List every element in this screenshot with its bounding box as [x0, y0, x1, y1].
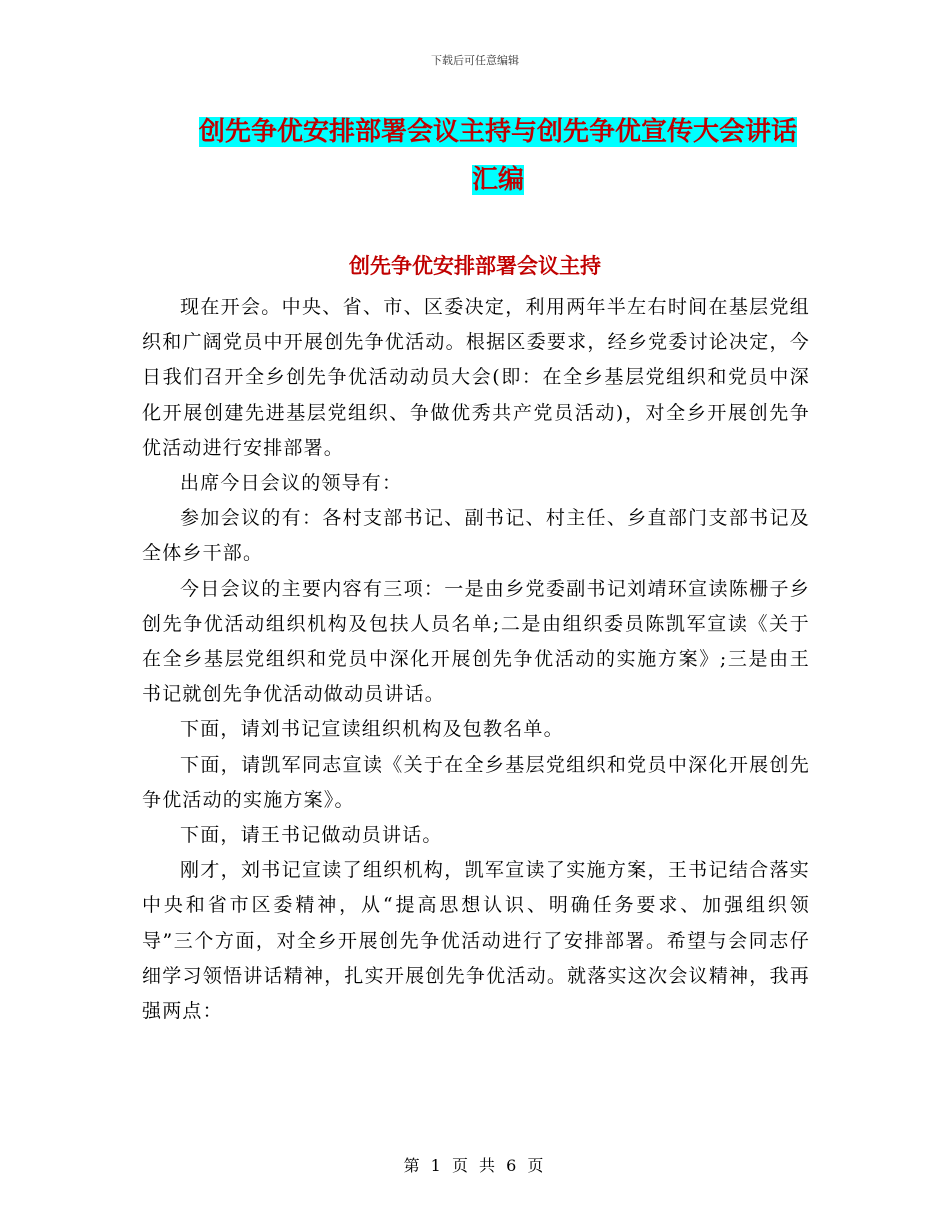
paragraph: 出席今日会议的领导有： — [180, 472, 403, 495]
paragraph: 下面，请凯军同志宣读《关于在全乡基层党组织和党员中深化开展创先争优活动的实施方案》。 — [142, 753, 810, 811]
section-title: 创先争优安排部署会议主持 — [349, 254, 601, 278]
paragraph: 下面，请刘书记宣读组织机构及包教名单。 — [180, 718, 564, 741]
document-title — [188, 108, 808, 204]
document-title-text: 创先争优安排部署会议主持与创先争优宣传大会讲话汇编 — [198, 117, 797, 195]
paragraph: 下面，请王书记做动员讲话。 — [180, 824, 443, 847]
paragraph: 刚才，刘书记宣读了组织机构，凯军宣读了实施方案，王书记结合落实中央和省市区委精神，从“提高思想认识、明确任务要求、加强组织领导”三个方面，对全乡开展创先争优活动进行了安排部署。希望与会同志仔细学习领悟讲话精神，扎实开展创先争优活动。就落实这次会议精神，我再强两点： — [142, 859, 810, 1023]
paragraph: 参加会议的有：各村支部书记、副书记、村主任、乡直部门支部书记及全体乡干部。 — [142, 507, 810, 565]
header-note: 下载后可任意编辑 — [431, 54, 519, 67]
document-body — [142, 290, 810, 1029]
paragraph: 现在开会。中央、省、市、区委决定，利用两年半左右时间在基层党组织和广阔党员中开展创先争优活动。根据区委要求，经乡党委讨论决定，今日我们召开全乡创先争优活动动员大会(即：在全乡基层党组织和党员中深化开展创建先进基层党组织、争做优秀共产党员活动)，对全乡开展创先争优活动进行安排部署。 — [142, 296, 810, 459]
paragraph: 今日会议的主要内容有三项：一是由乡党委副书记刘靖环宣读陈栅子乡创先争优活动组织机构及包扶人员名单;二是由组织委员陈凯军宣读《关于在全乡基层党组织和党员中深化开展创先争优活动的实施方案》;三是由王书记就创先争优活动做动员讲话。 — [142, 577, 810, 706]
page-number-footer: 第 1 页 共 6 页 — [403, 1156, 547, 1175]
